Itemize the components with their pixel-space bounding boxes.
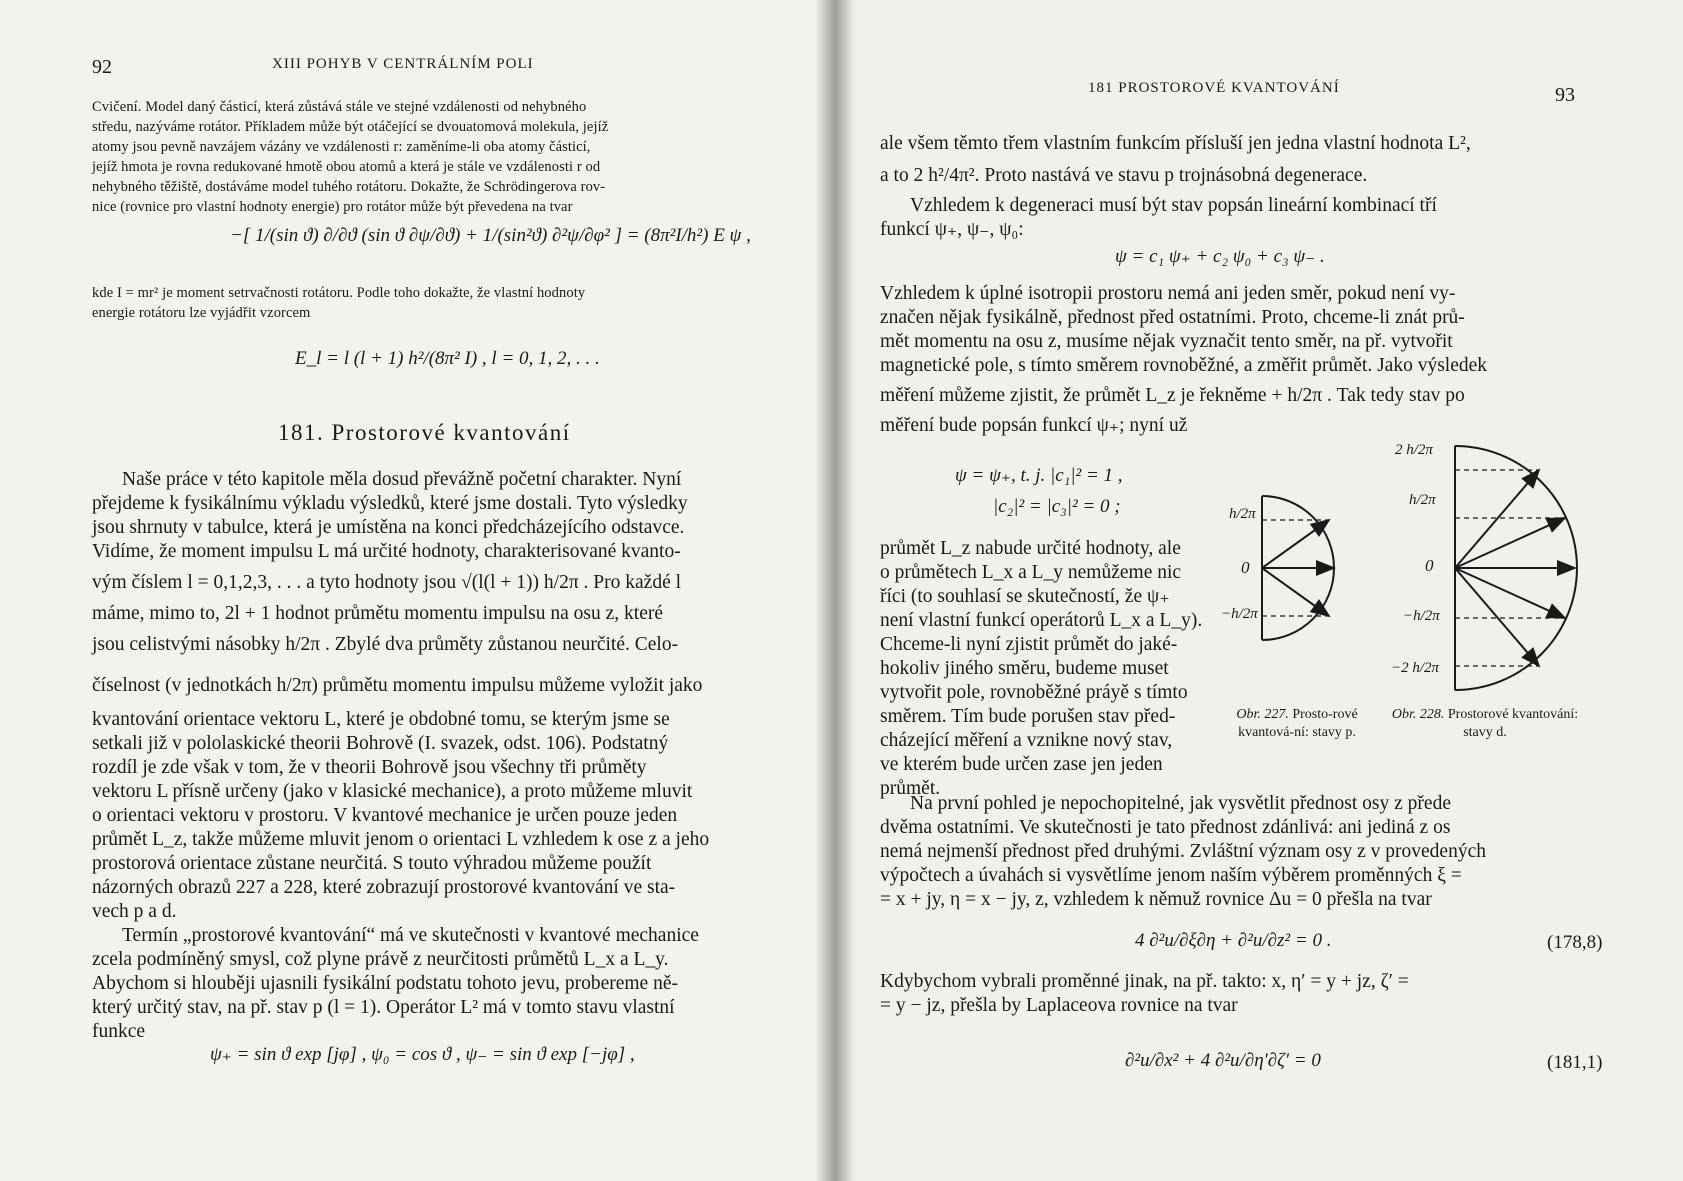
body-line: = x + jy, η = x − jy, z, vzhledem k němuž rovnice Δu = 0 přešla na tvar xyxy=(880,889,1432,910)
body-line: měření bude popsán funkcí ψ₊; nyní už xyxy=(880,415,1188,436)
body-line: říci (to souhlasí se skutečností, že ψ₊ xyxy=(880,586,1170,607)
body-line: funkce xyxy=(92,1021,146,1042)
body-line: vytvořit pole, rovnoběžné práyě s tímto xyxy=(880,682,1188,703)
body-line: Vidíme, že moment impulsu L má určité hodnoty, charakterisované kvanto- xyxy=(92,541,681,562)
equation-178-8: 4 ∂²u/∂ξ∂η + ∂²u/∂z² = 0 . xyxy=(1135,930,1332,951)
body-line: jsou shrnuty v tabulce, která je umístěna na konci předcházejícího odstavce. xyxy=(92,517,685,538)
body-line: kvantování orientace vektoru L, které je obdobné tomu, se kterým jsme se xyxy=(92,709,670,730)
body-line: vech p a d. xyxy=(92,901,177,922)
page-number-right: 93 xyxy=(1555,84,1575,106)
equation-181-1: ∂²u/∂x² + 4 ∂²u/∂η′∂ζ′ = 0 xyxy=(1125,1050,1321,1071)
exercise-line: nice (rovnice pro vlastní hodnoty energie) pro rotátor může být převedena na tvar xyxy=(92,199,573,215)
body-line: Termín „prostorové kvantování“ má ve skutečnosti v kvantové mechanice xyxy=(122,925,699,946)
body-line: dvěma ostatními. Ve skutečnosti je tato přednost zdánlivá: ani jediná z os xyxy=(880,817,1451,838)
fig228-label-plus2: 2 h/2π xyxy=(1395,442,1433,458)
top-paragraph xyxy=(880,130,1620,242)
body-line: Naše práce v této kapitole měla dosud převážně početní charakter. Nyní xyxy=(122,469,682,490)
equation-energy: E_l = l (l + 1) h²/(8π² I) , l = 0, 1, 2, . . . xyxy=(295,348,600,369)
body-line: setkali již v pololaskické theorii Bohrově (I. svazek, odst. 106). Podstatný xyxy=(92,733,669,754)
body-line: mět momentu na osu z, musíme nějak vyznačit tento směr, na př. vytvořit xyxy=(880,331,1453,352)
body-line: zcela podmíněný smysl, což plyne právě z neurčitosti průmětů L_x a L_y. xyxy=(92,949,669,970)
body-line: o orientaci vektoru v prostoru. V kvantové mechanice je určen pouze jeden xyxy=(92,805,678,826)
body-line: jsou celistvými násobky h/2π . Zbylé dva průměty zůstanou neurčité. Celo- xyxy=(92,634,679,655)
body-line: průmět. xyxy=(880,778,941,799)
body-line: značen nějak fysikálně, přednost před ostatními. Proto, chceme-li znát prů- xyxy=(880,307,1465,328)
body-line: číselnost (v jednotkách h/2π) průmětu momentu impulsu můžeme vyložit jako xyxy=(92,675,703,696)
exercise-line: atomy jsou pevně navzájem vázány ve vzdálenosti r: zaměníme-li oba atomy částicí, xyxy=(92,139,591,155)
body-line: vektoru L přísně určeny (jako v klasické mechanice), a proto můžeme mluvit xyxy=(92,781,693,802)
narrow-paragraph xyxy=(880,537,1220,801)
body-line: přejdeme k fysikálnímu výkladu výsledků, které jsme dostali. Tyto výsledky xyxy=(92,493,688,514)
body-line: cházející měření a vznikne nový stav, xyxy=(880,730,1173,751)
fig228-caption-text: Prostorové kvantování: stavy d. xyxy=(1447,707,1579,740)
fig227-caption-number: Obr. 227. xyxy=(1236,707,1289,722)
body-line: a to 2 h²/4π². Proto nastává ve stavu p trojnásobná degenerace. xyxy=(880,165,1368,186)
exercise-line: středu, nazýváme rotátor. Příkladem může být otáčející se dvouatomová molekula, jejíž xyxy=(92,119,609,135)
body-line: funkcí ψ₊, ψ₋, ψ₀: xyxy=(880,219,1024,240)
fig228-label-plus1: h/2π xyxy=(1409,492,1436,508)
paragraph-laplace xyxy=(880,970,1620,1018)
text-line: energie rotátoru lze vyjádřit vzorcem xyxy=(92,305,311,321)
figure-228 xyxy=(1391,438,1625,700)
text-line: kde I = mr² je moment setrvačnosti rotátoru. Podle toho dokažte, že vlastní hodnoty xyxy=(92,285,586,301)
body-line: průmět L_z, takže můžeme mluvit jenom o orientaci L vzhledem k ose z a jeho xyxy=(92,829,710,850)
body-line: směrem. Tím bude porušen stav před- xyxy=(880,706,1176,727)
body-line: = y − jz, přešla by Laplaceova rovnice na tvar xyxy=(880,995,1238,1016)
exercise-block xyxy=(92,97,797,217)
fig227-label-minus: −h/2π xyxy=(1221,606,1258,622)
equation-combination: ψ = c₁ ψ₊ + c₂ ψ₀ + c₃ ψ₋ . xyxy=(1115,246,1325,267)
section-body xyxy=(92,468,802,1044)
body-line: průmět L_z nabude určité hodnoty, ale xyxy=(880,538,1181,559)
fig228-label-minus2: −2 h/2π xyxy=(1391,660,1440,676)
running-head-left: XIII POHYB V CENTRÁLNÍM POLI xyxy=(272,56,534,72)
equation-178-8-number: (178,8) xyxy=(1547,932,1603,953)
fig227-label-plus: h/2π xyxy=(1229,506,1256,522)
body-line: máme, mimo to, 2l + 1 hodnot průmětu momentu impulsu na osu z, které xyxy=(92,603,664,624)
fig228-label-zero: 0 xyxy=(1425,556,1434,575)
body-line: výpočtech a úvahách si vysvětlíme jenom naším výběrem proměnných ξ = xyxy=(880,865,1462,886)
body-line: Na první pohled je nepochopitelné, jak vysvětlit přednost osy z přede xyxy=(910,793,1451,814)
equation-181-1-number: (181,1) xyxy=(1547,1052,1603,1073)
section-title: 181. Prostorové kvantování xyxy=(278,420,571,445)
figure-227-caption xyxy=(1227,706,1367,742)
figure-227 xyxy=(1221,478,1397,698)
book-spine-shadow xyxy=(815,0,855,1181)
left-page xyxy=(0,0,835,1181)
fig228-label-minus1: −h/2π xyxy=(1403,608,1440,624)
body-line: Vzhledem k úplné isotropii prostoru nemá ani jeden směr, pokud není vy- xyxy=(880,283,1456,304)
after-equation-text xyxy=(92,283,797,323)
body-line: měření můžeme zjistit, že průmět L_z je řekněme + h/2π . Tak tedy stav po xyxy=(880,385,1465,406)
body-line: není vlastní funkcí operátorů L_x a L_y). xyxy=(880,610,1203,631)
fig227-label-zero: 0 xyxy=(1241,558,1250,577)
body-line: Vzhledem k degeneraci musí být stav popsán lineární kombinací tří xyxy=(910,195,1437,216)
exercise-line: jejíž hmota je rovna redukované hmotě obou atomů a která je stále ve vzdálenosti r od xyxy=(92,159,601,175)
right-page xyxy=(835,0,1683,1181)
paragraph-z-axis xyxy=(880,792,1620,912)
fig228-caption-number: Obr. 228. xyxy=(1391,707,1445,722)
body-line: o průmětech L_x a L_y nemůžeme nic xyxy=(880,562,1182,583)
fig227-caption-text: Prosto-rové kvantová-ní: stavy p. xyxy=(1238,707,1358,740)
equation-c-zero: |c₂|² = |c₃|² = 0 ; xyxy=(993,496,1121,517)
body-line: Kdybychom vybrali proměnné jinak, na př. takto: x, η′ = y + jz, ζ′ = xyxy=(880,971,1409,992)
body-line: magnetické pole, s tímto směrem rovnoběžné, a změřit průmět. Jako výsledek xyxy=(880,355,1488,376)
body-line: vým číslem l = 0,1,2,3, . . . a tyto hodnoty jsou √(l(l + 1)) h/2π . Pro každé l xyxy=(92,572,682,593)
body-line: Chceme-li nyní zjistit průmět do jaké- xyxy=(880,634,1178,655)
body-line: který určitý stav, na př. stav p (l = 1). Operátor L² má v tomto stavu vlastní xyxy=(92,997,675,1018)
body-line: Abychom si hlouběji ujasnili fysikální podstatu tohoto jevu, probereme ně- xyxy=(92,973,678,994)
body-line: hokoliv jiného směru, budeme muset xyxy=(880,658,1169,679)
body-line: prostorová orientace zůstane neurčitá. S touto výhradou můžeme použít xyxy=(92,853,652,874)
body-line: nemá nejmenší přednost před druhými. Zvláštní význam osy z v provedených xyxy=(880,841,1486,862)
page-number-left: 92 xyxy=(92,56,112,78)
figure-228-caption xyxy=(1390,706,1580,742)
exercise-line: nehybného těžiště, dostáváme model tuhého rotátoru. Dokažte, že Schrödingerova rov- xyxy=(92,179,606,195)
body-line: ve kterém bude určen zase jen jeden xyxy=(880,754,1163,775)
body-line: rozdíl je zde však v tom, že v theorii Bohrově jsou všechny tři průměty xyxy=(92,757,647,778)
equation-eigenfunctions: ψ₊ = sin ϑ exp [jφ] , ψ₀ = cos ϑ , ψ₋ = sin ϑ exp [−jφ] , xyxy=(210,1044,635,1065)
body-line: ale všem těmto třem vlastním funkcím přísluší jen jedna vlastní hodnota L², xyxy=(880,133,1471,154)
body-line: názorných obrazů 227 a 228, které zobrazují prostorové kvantování ve sta- xyxy=(92,877,676,898)
running-head-right: 181 PROSTOROVÉ KVANTOVÁNÍ xyxy=(1088,80,1340,96)
exercise-line: Cvičení. Model daný částicí, která zůstává stále ve stejné vzdálenosti od nehybného xyxy=(92,99,587,115)
equation-psi-plus: ψ = ψ₊, t. j. |c₁|² = 1 , xyxy=(955,465,1123,486)
equation-schrodinger: −[ 1/(sin ϑ) ∂/∂ϑ (sin ϑ ∂ψ/∂ϑ) + 1/(sin²ϑ) ∂²ψ/∂φ² ] = (8π²I/h²) E ψ , xyxy=(230,225,751,246)
paragraph-isotropy xyxy=(880,282,1620,438)
